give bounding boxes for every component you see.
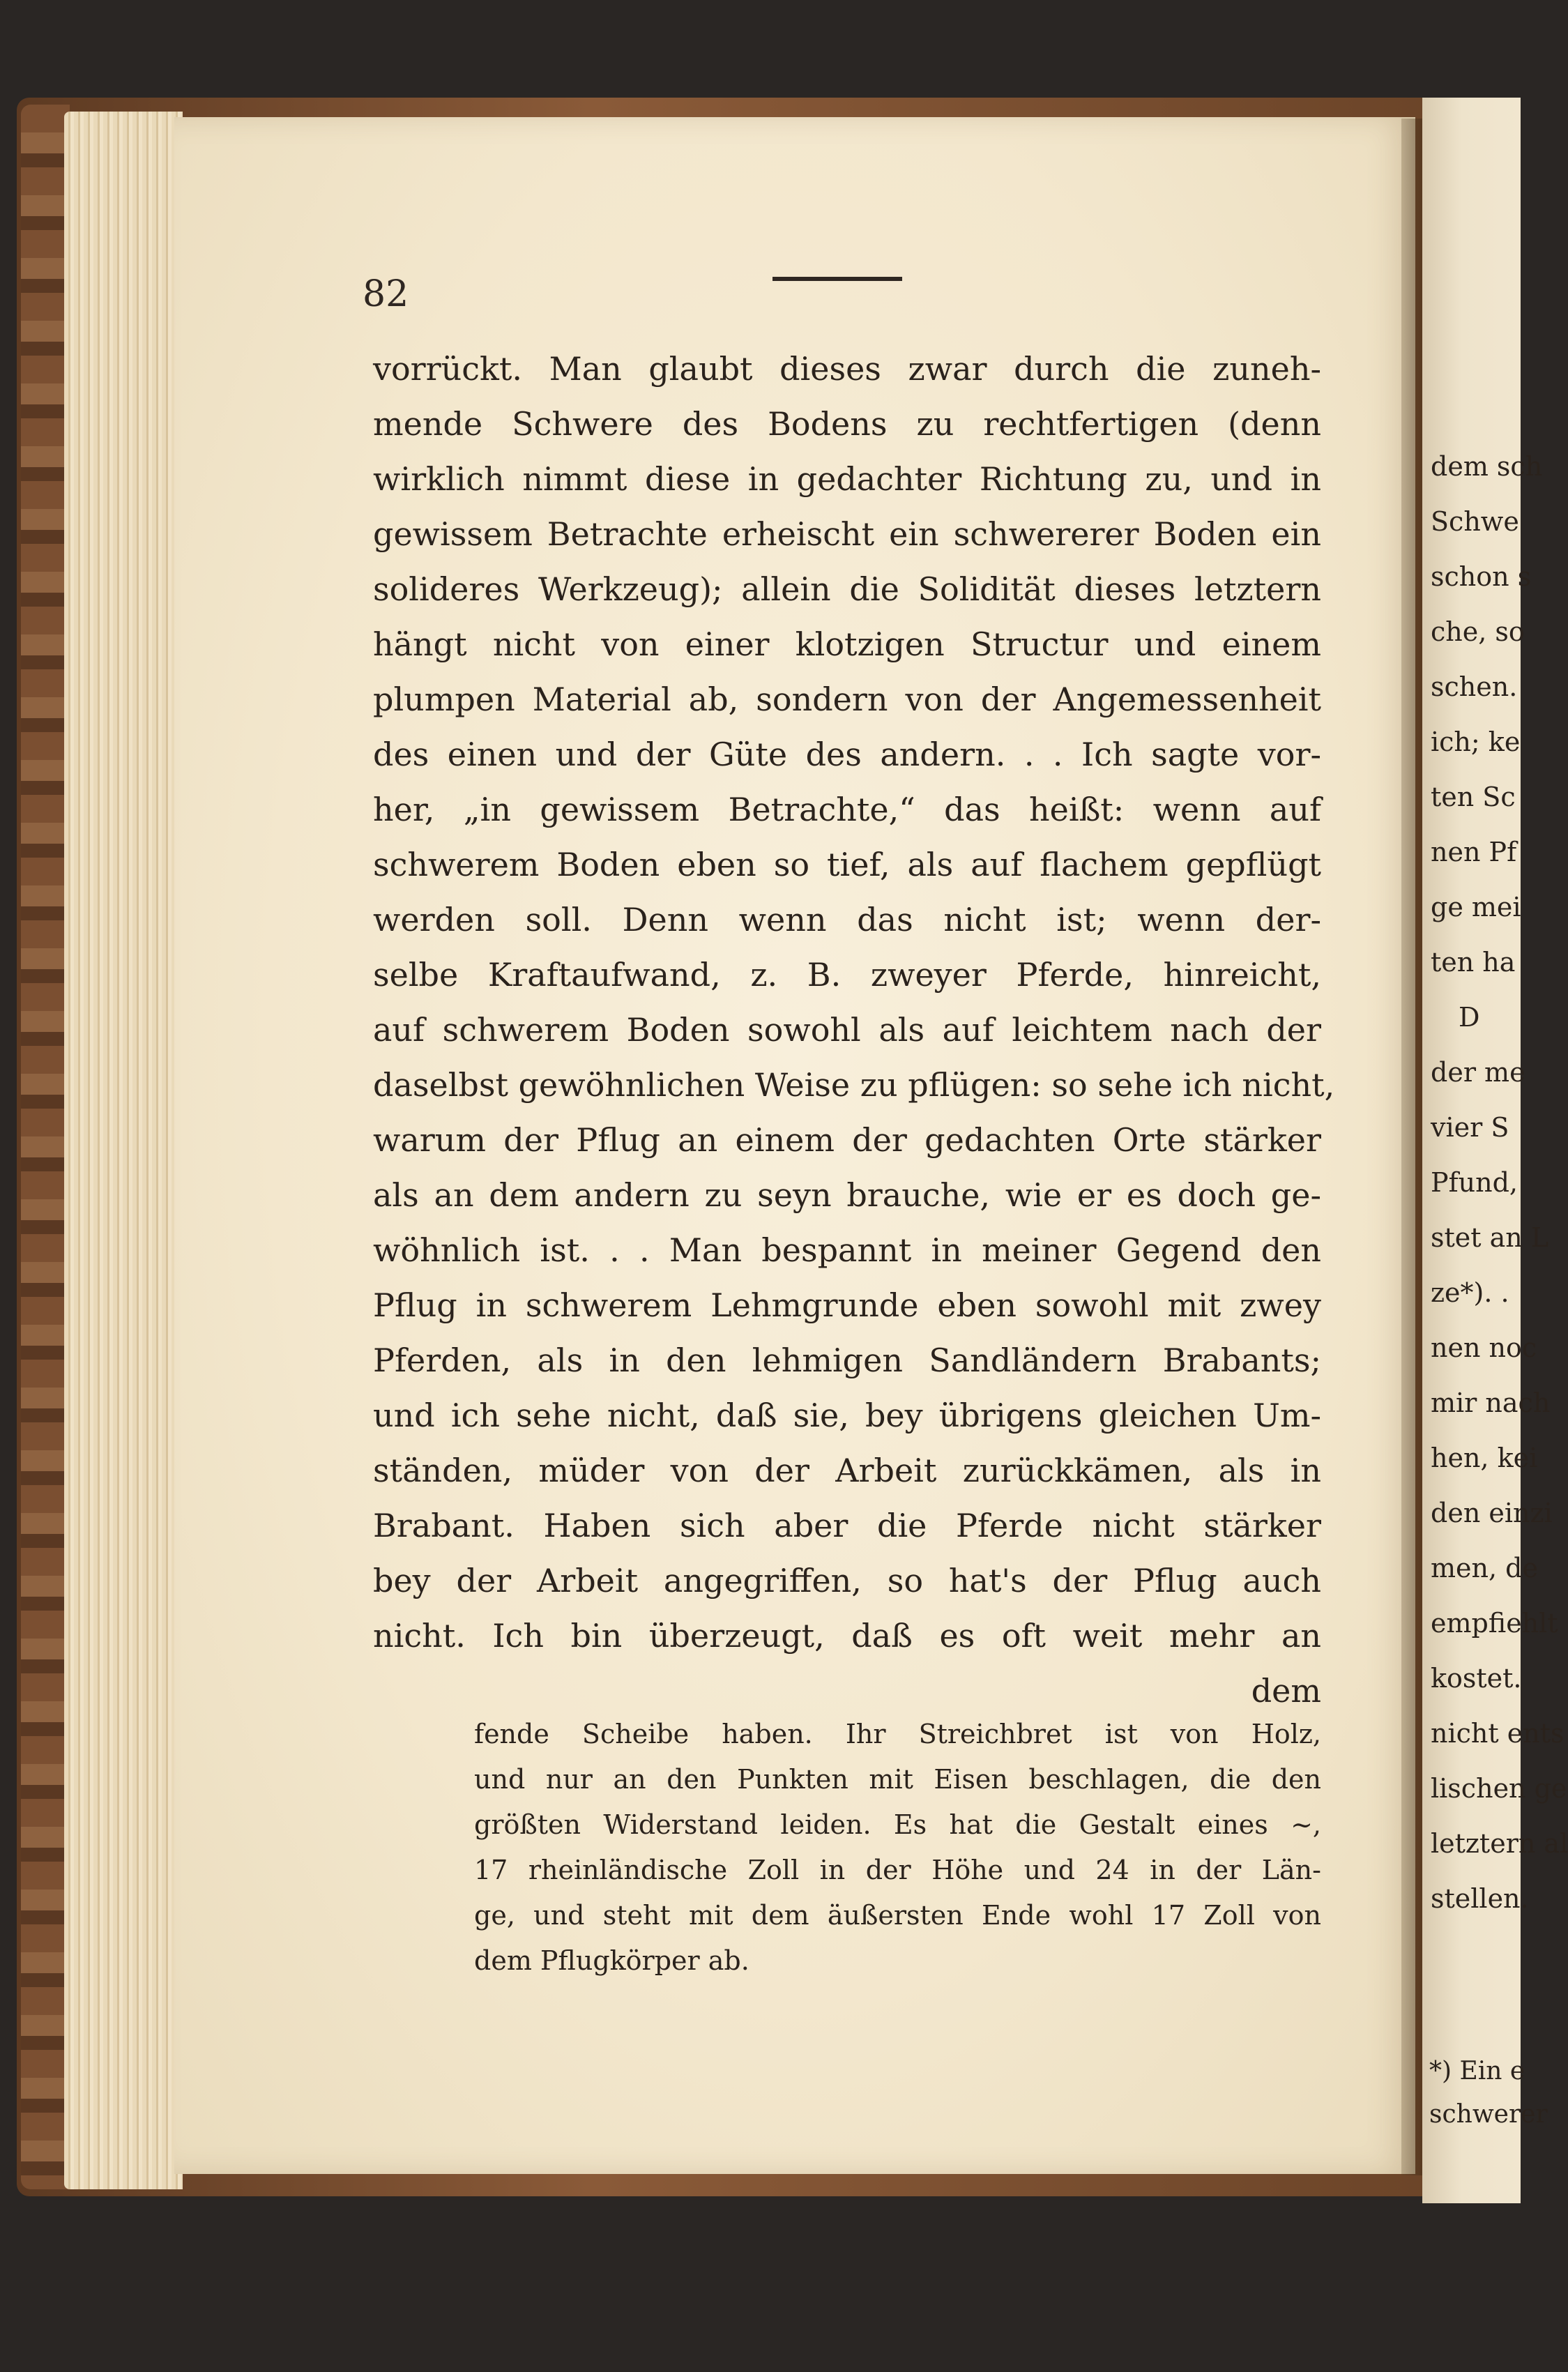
facing-footnote-line: *) Ein e [1429, 2057, 1525, 2085]
footnote-line: und nur an den Punkten mit Eisen beschlagen, die den [474, 1764, 1321, 1795]
facing-line: empfiehlt [1431, 1608, 1558, 1639]
body-line: selbe Kraftaufwand, z. B. zweyer Pferde, hinreicht, [373, 956, 1321, 994]
footnote-line: 17 rheinländische Zoll in der Höhe und 24 in der Län- [474, 1855, 1321, 1885]
body-line: plumpen Material ab, sondern von der Angemessenheit [373, 681, 1321, 718]
body-line: Pferden, als in den lehmigen Sandländern Brabants; [373, 1341, 1321, 1379]
body-line: solideres Werkzeug); allein die Solidität dieses letztern [373, 570, 1321, 608]
book-spine-edge [21, 105, 70, 2189]
facing-line: letztern al [1431, 1828, 1568, 1859]
facing-line: ten Sc [1431, 782, 1516, 812]
body-line: wirklich nimmt diese in gedachter Richtung zu, und in [373, 460, 1321, 498]
page-number: 82 [363, 273, 409, 315]
body-line: als an dem andern zu seyn brauche, wie er es doch ge- [373, 1176, 1321, 1214]
facing-footnote-line: schwerer [1429, 2100, 1548, 2129]
facing-line: Schwe [1431, 506, 1519, 537]
body-line: hängt nicht von einer klotzigen Structur und einem [373, 625, 1321, 663]
facing-line: ze*). . [1431, 1277, 1509, 1308]
body-line: mende Schwere des Bodens zu rechtfertigen (denn [373, 405, 1321, 443]
facing-line: nicht ents [1431, 1718, 1565, 1749]
body-line: ständen, müder von der Arbeit zurückkämen, als in [373, 1452, 1321, 1489]
facing-line: dem sch [1431, 451, 1543, 482]
body-line: und ich sehe nicht, daß sie, bey übrigens gleichen Um- [373, 1397, 1321, 1434]
facing-line: stellen. [1431, 1883, 1529, 1914]
facing-line: den einzi [1431, 1498, 1553, 1528]
footnote-line: größten Widerstand leiden. Es hat die Gestalt eines ~, [474, 1809, 1321, 1840]
body-line: bey der Arbeit angegriffen, so hat's der Pflug auch [373, 1562, 1321, 1599]
body-text [373, 342, 1335, 1719]
facing-line: ich; ke [1431, 727, 1521, 757]
facing-page-text [1431, 439, 1568, 1926]
header-rule [772, 277, 902, 281]
body-line: gewissem Betrachte erheischt ein schwererer Boden ein [373, 515, 1321, 553]
body-line: dem [1251, 1672, 1321, 1710]
facing-line: der me [1431, 1057, 1525, 1088]
facing-line: schon s [1431, 561, 1532, 592]
page-edges [64, 112, 183, 2189]
facing-line: Pfund, [1431, 1167, 1518, 1198]
facing-page-footnote [1429, 2050, 1548, 2136]
facing-line: schen. [1431, 671, 1518, 702]
body-line: nicht. Ich bin überzeugt, daß es oft weit mehr an [373, 1617, 1321, 1655]
facing-line: ge mei [1431, 892, 1521, 922]
facing-line: stet an L [1431, 1222, 1549, 1253]
body-line: werden soll. Denn wenn das nicht ist; wenn der- [373, 901, 1321, 938]
facing-line: nen Pf [1431, 837, 1517, 867]
footnote-line: dem Pflugkörper ab. [474, 1945, 749, 1976]
body-line: des einen und der Güte des andern. . . Ich sagte vor- [373, 736, 1321, 773]
body-line: vorrückt. Man glaubt dieses zwar durch die zuneh- [373, 350, 1321, 388]
facing-line: kostet. [1431, 1663, 1522, 1694]
body-line: Brabant. Haben sich aber die Pferde nicht stärker [373, 1507, 1321, 1544]
facing-line: hen, kei [1431, 1443, 1538, 1473]
body-line: wöhnlich ist. . . Man bespannt in meiner Gegend den [373, 1231, 1321, 1269]
footnote-line: fende Scheibe haben. Ihr Streichbret ist von Holz, [474, 1719, 1321, 1749]
footnote-line: ge, und steht mit dem äußersten Ende wohl 17 Zoll von [474, 1900, 1321, 1931]
facing-line: vier S [1431, 1112, 1509, 1143]
facing-line: men, de [1431, 1553, 1538, 1583]
body-line: Pflug in schwerem Lehmgrunde eben sowohl mit zwey [373, 1286, 1321, 1324]
body-line: warum der Pflug an einem der gedachten Orte stärker [373, 1121, 1321, 1159]
facing-line: ten ha [1431, 947, 1516, 978]
facing-line: nen noc [1431, 1332, 1537, 1363]
facing-line: lischen ge [1431, 1773, 1567, 1804]
facing-line: che, so [1431, 616, 1525, 647]
body-line: daselbst gewöhnlichen Weise zu pflügen: so sehe ich nicht, [373, 1066, 1335, 1104]
footnote-text [474, 1712, 1321, 1984]
facing-line: D [1459, 1002, 1480, 1033]
body-line: auf schwerem Boden sowohl als auf leichtem nach der [373, 1011, 1321, 1049]
facing-line: mir nach [1431, 1388, 1551, 1418]
body-line: schwerem Boden eben so tief, als auf flachem gepflügt [373, 846, 1321, 883]
facing-page [1422, 98, 1568, 2203]
body-line: her, „in gewissem Betrachte,“ das heißt: wenn auf [373, 791, 1321, 828]
